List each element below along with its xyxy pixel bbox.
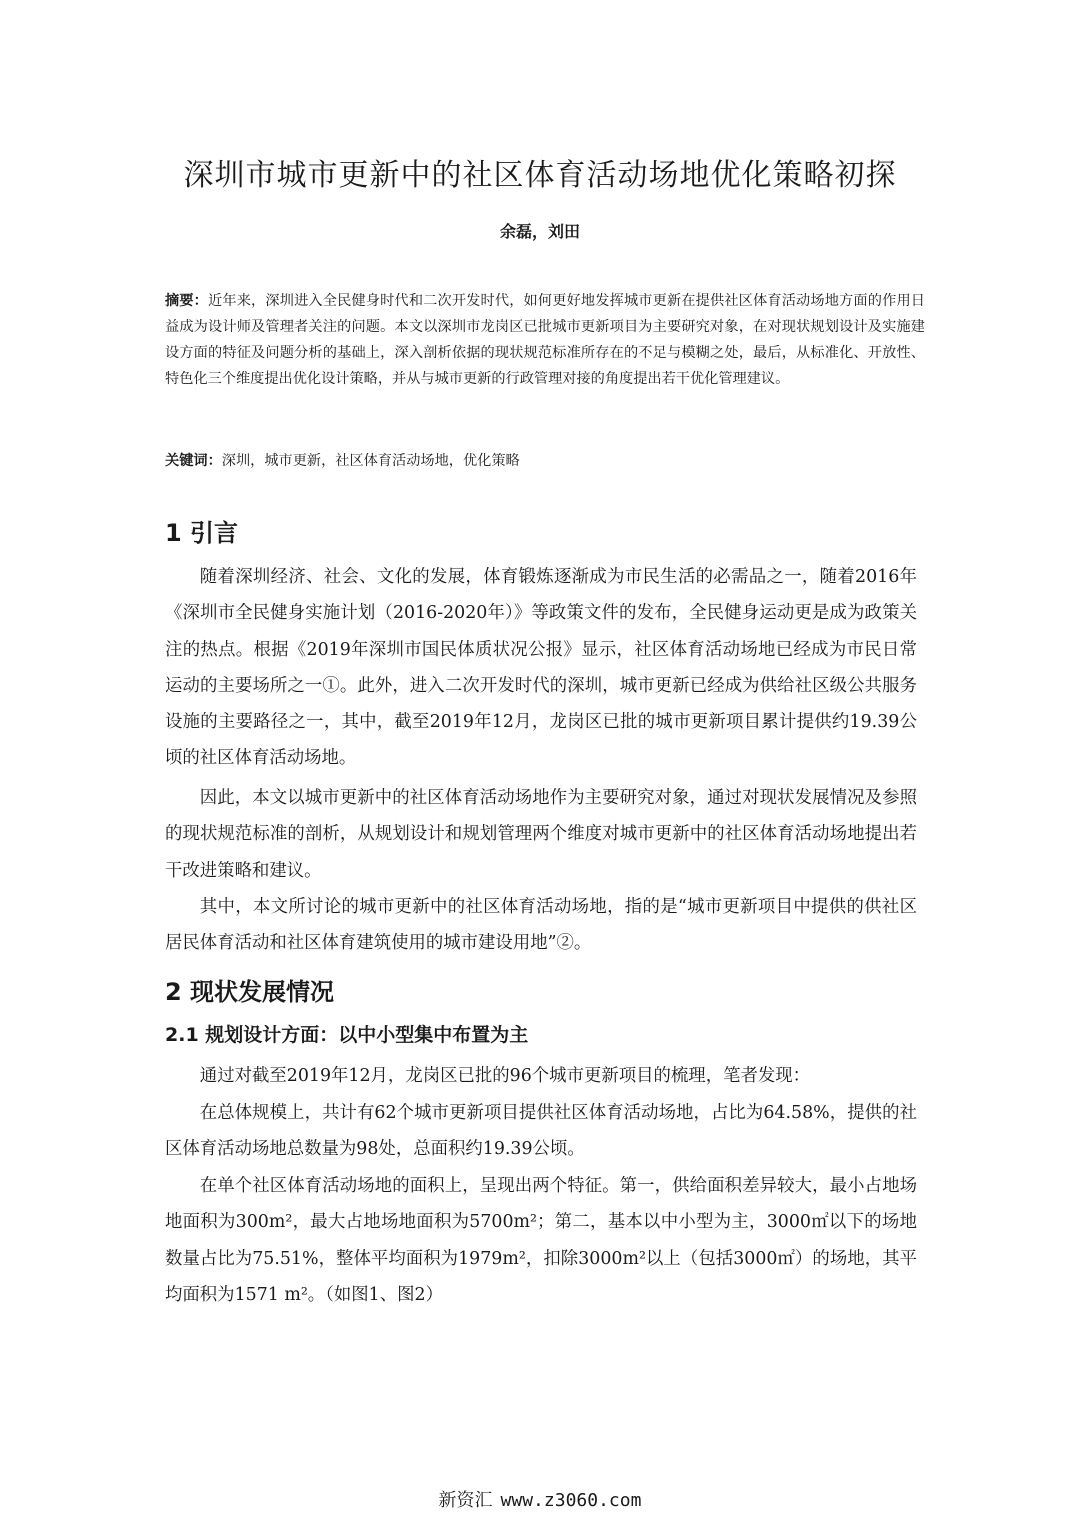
keywords: [165, 448, 925, 474]
footer-watermark: [0, 1486, 1080, 1512]
abstract-text: 近年来，深圳进入全民健身时代和二次开发时代，如何更好地发挥城市更新在提供社区体育活动场地方面的作用日益成为设计师及管理者关注的问题。本文以深圳市龙岗区已批城市更新项目为主要研究对象，在对现状规划设计及实施建设方面的特征及问题分析的基础上，深入剖析依据的现状规范标准所存在的不足与模糊之处，最后，从标准化、开放性、特色化三个维度提出优化设计策略，并从与城市更新的行政管理对接的角度提出若干优化管理建议。: [165, 293, 925, 387]
section-1-paragraph-2: 因此，本文以城市更新中的社区体育活动场地作为主要研究对象，通过对现状发展情况及参照的现状规范标准的剖析，从规划设计和规划管理两个维度对城市更新中的社区体育活动场地提出若干改进策略和建议。: [165, 788, 917, 881]
abstract: [165, 288, 925, 392]
section-1-paragraph-1: 随着深圳经济、社会、文化的发展，体育锻炼逐渐成为市民生活的必需品之一，随着2016年《深圳市全民健身实施计划（2016-2020年）》等政策文件的发布，全民健身运动更是成为政策关注的热点。根据《2019年深圳市国民体质状况公报》显示，社区体育活动场地已经成为市民日常运动的主要场所之一①。此外，进入二次开发时代的深圳，城市更新已经成为供给社区级公共服务设施的主要路径之一，其中，截至2019年12月，龙岗区已批的城市更新项目累计提供约19.39公顷的社区体育活动场地。: [165, 567, 917, 769]
section-2-paragraph-3: 在单个社区体育活动场地的面积上，呈现出两个特征。第一，供给面积差异较大，最小占地场地面积为300m²，最大占地场地面积为5700m²；第二，基本以中小型为主，3000㎡以下的场地数量占比为75.51%，整体平均面积为1979m²，扣除3000m²以上（包括3000㎡）的场地，其平均面积为1571 m²。（如图1、图2）: [165, 1176, 917, 1305]
abstract-label: 摘要：: [165, 293, 209, 309]
keywords-text: 深圳，城市更新，社区体育活动场地，优化策略: [221, 453, 520, 469]
keywords-label: 关键词：: [165, 453, 222, 469]
section-2-1-heading: 2.1 规划设计方面：以中小型集中布置为主: [165, 1024, 529, 1046]
footer-url[interactable]: www.z3060.com: [500, 1490, 642, 1511]
section-1-heading: 1 引言: [165, 519, 239, 547]
section-2-paragraph-1: 通过对截至2019年12月，龙岗区已批的96个城市更新项目的梳理，笔者发现：: [199, 1066, 811, 1086]
paper-authors: 余磊，刘田: [499, 222, 580, 241]
section-2-paragraph-2: 在总体规模上，共计有62个城市更新项目提供社区体育活动场地，占比为64.58%，提供的社区体育活动场地总数量为98处，总面积约19.39公顷。: [165, 1103, 917, 1160]
footer-site-name: 新资汇: [438, 1490, 493, 1511]
section-1-paragraph-3: 其中，本文所讨论的城市更新中的社区体育活动场地，指的是“城市更新项目中提供的供社区居民体育活动和社区体育建筑使用的城市建设用地”②。: [165, 897, 917, 954]
section-2-heading: 2 现状发展情况: [165, 978, 335, 1006]
paper-title: 深圳市城市更新中的社区体育活动场地优化策略初探: [183, 158, 897, 194]
